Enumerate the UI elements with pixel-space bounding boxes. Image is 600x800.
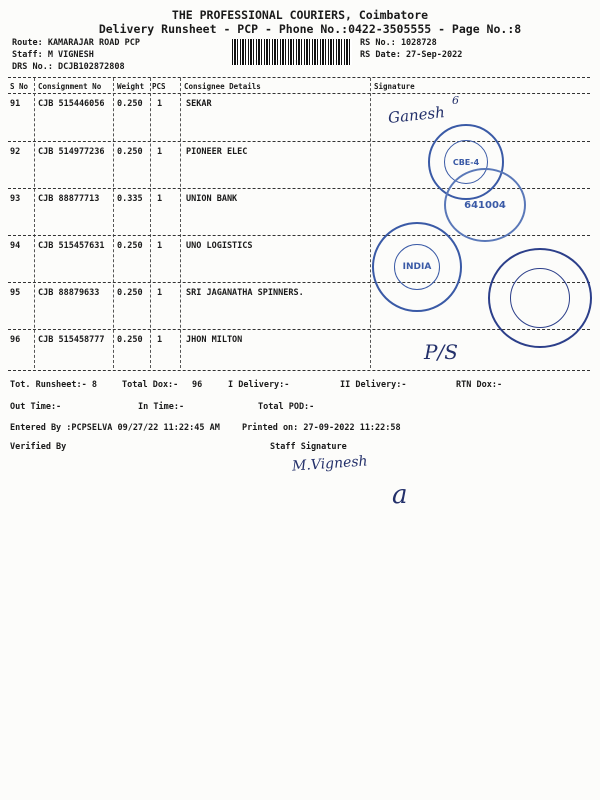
union-bank-stamp — [444, 168, 526, 242]
printed-on: Printed on: 27-09-2022 11:22:58 — [242, 423, 401, 433]
row-pcs: 1 — [157, 147, 163, 157]
col-signature: Signature — [374, 82, 415, 91]
row-pcs: 1 — [157, 241, 163, 251]
staff-label: Staff: M VIGNESH — [12, 50, 94, 60]
col-separator — [370, 78, 371, 368]
table-bottom-rule — [8, 370, 590, 371]
table-header-rule — [8, 93, 590, 94]
row-weight: 0.250 — [117, 335, 143, 345]
row-sno: 95 — [10, 288, 21, 298]
row-rule — [8, 141, 590, 142]
row-consignment: CJB 515457631 — [38, 241, 105, 251]
runsheet-subtitle: Delivery Runsheet - PCP - Phone No.:0422-3505555 - Page No.:8 — [98, 22, 522, 36]
entered-by: Entered By :PCPSELVA 09/27/22 11:22:45 AM — [10, 423, 220, 433]
i-delivery: I Delivery:- — [228, 380, 290, 390]
row-consignee: PIONEER ELEC — [186, 147, 248, 157]
table-row — [0, 147, 600, 161]
row-consignee: SRI JAGANATHA SPINNERS. — [186, 288, 304, 298]
row-sno: 93 — [10, 194, 21, 204]
row-consignee: UNION BANK — [186, 194, 238, 204]
row-pcs: 1 — [157, 99, 163, 109]
company-title: THE PROFESSIONAL COURIERS, Coimbatore — [171, 8, 429, 22]
row-consignee: SEKAR — [186, 99, 212, 109]
row-consignee: UNO LOGISTICS — [186, 241, 253, 251]
row-pcs: 1 — [157, 194, 163, 204]
total-dox-label: Total Dox:- — [122, 380, 179, 390]
ii-delivery: II Delivery:- — [340, 380, 407, 390]
col-separator — [34, 78, 35, 368]
sri-stamp-inner-ring — [510, 268, 570, 328]
col-separator — [180, 78, 181, 368]
signature-96: P/S — [424, 340, 458, 364]
row-consignment: CJB 88879633 — [38, 288, 100, 298]
barcode — [232, 39, 352, 65]
col-sno: S No — [10, 82, 29, 91]
col-separator — [113, 78, 114, 368]
table-row — [0, 99, 600, 113]
row-weight: 0.250 — [117, 147, 143, 157]
out-time: Out Time:- — [10, 402, 62, 412]
row-consignee: JHON MILTON — [186, 335, 243, 345]
row-consignment: CJB 88877713 — [38, 194, 100, 204]
row-consignment: CJB 514977236 — [38, 147, 105, 157]
rs-number: RS No.: 1028728 — [360, 38, 437, 48]
col-weight: Weight — [117, 82, 145, 91]
rtn-dox: RTN Dox:- — [456, 380, 503, 390]
table-row — [0, 241, 600, 255]
signature-91-number: 6 — [452, 94, 459, 107]
col-separator — [150, 78, 151, 368]
route-label: Route: KAMARAJAR ROAD PCP — [12, 38, 140, 48]
row-sno: 92 — [10, 147, 21, 157]
uno-logistics-stamp — [372, 222, 462, 312]
staff-signature-label: Staff Signature — [270, 442, 347, 452]
row-weight: 0.250 — [117, 288, 143, 298]
row-weight: 0.250 — [117, 99, 143, 109]
drs-number: DRS No.: DCJB102872808 — [12, 62, 125, 72]
col-consignee: Consignee Details — [184, 82, 261, 91]
row-pcs: 1 — [157, 335, 163, 345]
verified-by: Verified By — [10, 442, 67, 452]
sri-jagannatha-stamp — [488, 248, 592, 348]
row-sno: 91 — [10, 99, 21, 109]
table-top-rule — [8, 77, 590, 78]
row-consignment: CJB 515446056 — [38, 99, 105, 109]
row-consignment: CJB 515458777 — [38, 335, 105, 345]
signature-91: Ganesh — [387, 103, 446, 127]
row-weight: 0.335 — [117, 194, 143, 204]
col-consignment: Consignment No — [38, 82, 102, 91]
total-dox-value: 96 — [192, 380, 203, 390]
row-sno: 94 — [10, 241, 21, 251]
staff-signature: M.Vignesh — [291, 453, 369, 475]
row-sno: 96 — [10, 335, 21, 345]
union-bank-stamp-code: 641004 — [464, 199, 506, 211]
total-runsheet: Tot. Runsheet:- 8 — [10, 380, 97, 390]
rs-date: RS Date: 27-Sep-2022 — [360, 50, 463, 60]
verifier-signature: a — [392, 480, 408, 510]
total-pod: Total POD:- — [258, 402, 315, 412]
row-pcs: 1 — [157, 288, 163, 298]
row-weight: 0.250 — [117, 241, 143, 251]
pioneer-stamp-center: CBE-4 — [444, 140, 488, 184]
col-pcs: PCS — [152, 82, 166, 91]
uno-stamp-center: INDIA — [394, 244, 440, 290]
in-time: In Time:- — [138, 402, 185, 412]
